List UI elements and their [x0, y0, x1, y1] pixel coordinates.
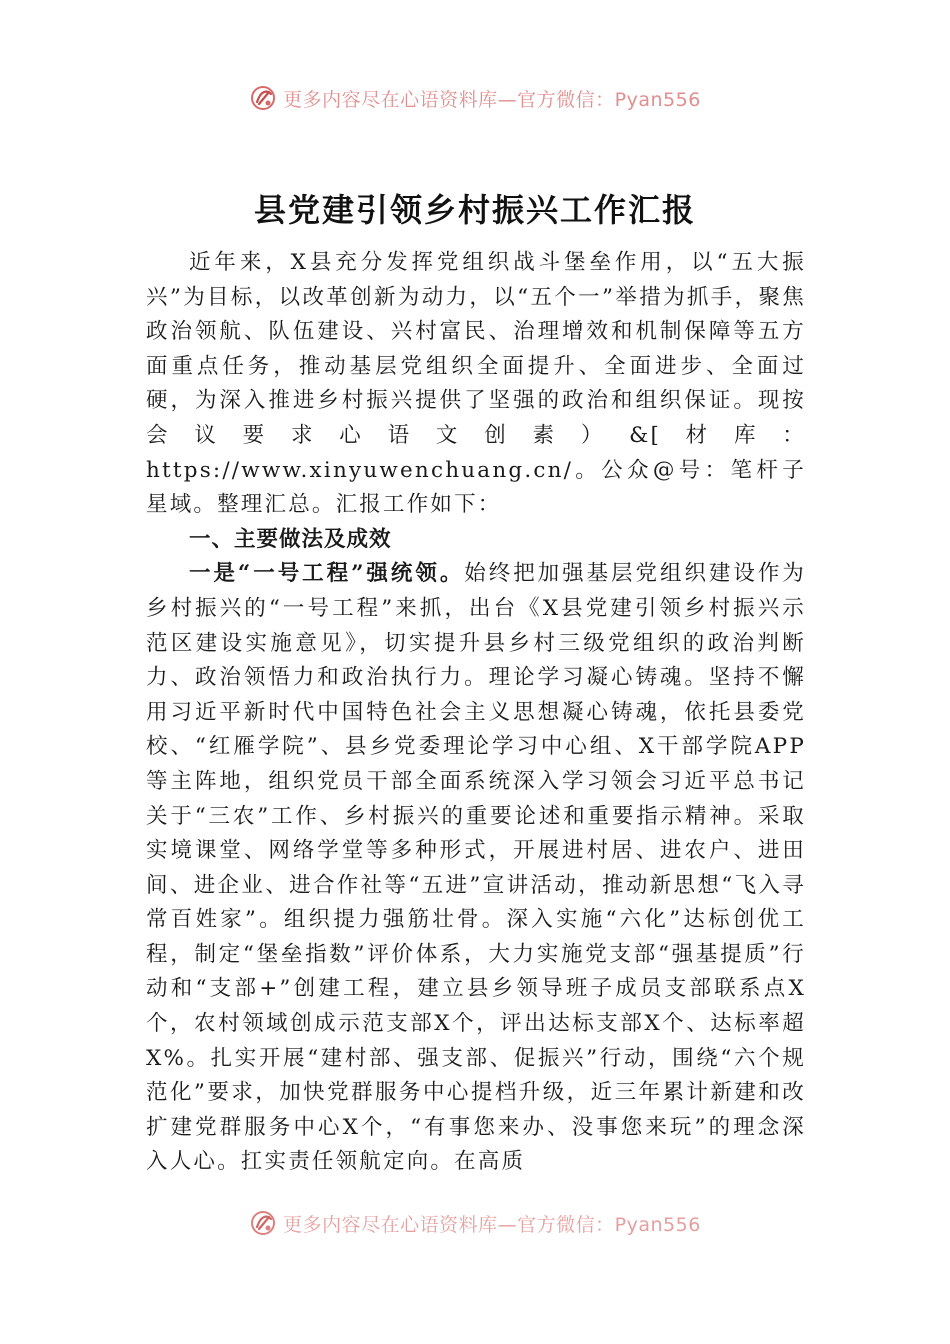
section-heading: 一、主要做法及成效	[189, 526, 392, 552]
item-paragraph	[146, 557, 806, 1180]
document-title: 县党建引领乡村振兴工作汇报	[253, 191, 696, 229]
watermark-text: 更多内容尽在心语资料库—官方微信：Pyan556	[283, 1213, 701, 1236]
intro-paragraph: 近年来，X县充分发挥党组织战斗堡垒作用，以“五大振兴”为目标，以改革创新为动力，以“五个一”举措为抓手，聚焦政治领航、队伍建设、兴村富民、治理增效和机制保障等五方面重点任务，推动基层党组织全面提升、全面进步、全面过硬，为深入推进乡村振兴提供了坚强的政治和组织保证。现按会议要求心语文创素）&[材库：https://www.xinyuwenchuang.cn/。公众@号：笔杆子星域。整理汇总。汇报工作如下：	[146, 250, 806, 518]
seal-logo-icon	[249, 84, 277, 112]
watermark-footer	[0, 1209, 950, 1237]
item-lead: 一是“一号工程”强统领。	[189, 561, 465, 587]
watermark-text: 更多内容尽在心语资料库—官方微信：Pyan556	[283, 88, 701, 111]
document-body	[146, 246, 806, 1180]
watermark-header	[0, 84, 950, 112]
item-body: 始终把加强基层党组织建设作为乡村振兴的“一号工程”来抓，出台《X县党建引领乡村振兴示范区建设实施意见》，切实提升县乡村三级党组织的政治判断力、政治领悟力和政治执行力。理论学习凝心铸魂。坚持不懈用习近平新时代中国特色社会主义思想凝心铸魂，依托县委党校、“红雁学院”、县乡党委理论学习中心组、X干部学院APP等主阵地，组织党员干部全面系统深入学习领会习近平总书记关于“三农”工作、乡村振兴的重要论述和重要指示精神。采取实境课堂、网络学堂等多种形式，开展进村居、进农户、进田间、进企业、进合作社等“五进”宣讲活动，推动新思想“飞入寻常百姓家”。组织提力强筋壮骨。深入实施“六化”达标创优工程，制定“堡垒指数”评价体系，大力实施党支部“强基提质”行动和“支部+”创建工程，建立县乡领导班子成员支部联系点X个，农村领域创成示范支部X个，评出达标支部X个、达标率超X%。扎实开展“建村部、强支部、促振兴”行动，围绕“六个规范化”要求，加快党群服务中心提档升级，近三年累计新建和改扩建党群服务中心X个，“有事您来办、没事您来玩”的理念深入人心。扛实责任领航定向。在高质	[146, 561, 806, 1175]
seal-logo-icon	[249, 1209, 277, 1237]
